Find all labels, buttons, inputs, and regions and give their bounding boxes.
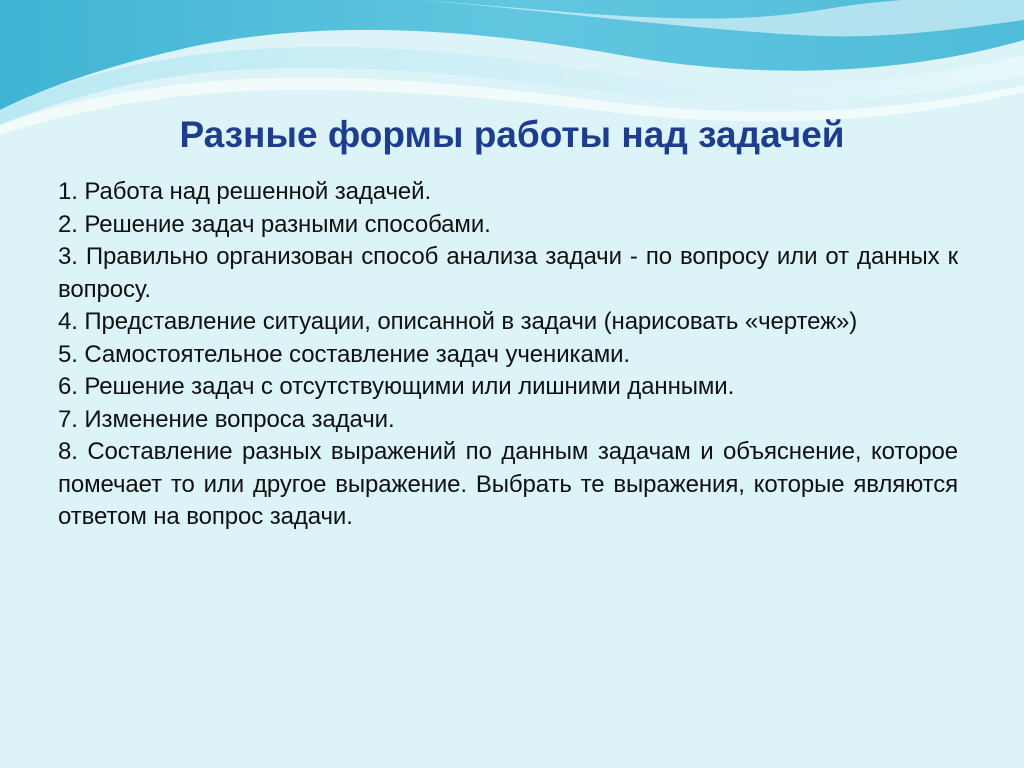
slide-title: Разные формы работы над задачей bbox=[179, 114, 845, 155]
list-item: 8. Составление разных выражений по данным задачам и объяснение, которое помечает то или другое выражение. Выбрать те выражения, которые являются ответом на вопрос задачи. bbox=[58, 438, 958, 530]
list-item: 3. Правильно организован способ анализа задачи - по вопросу или от данных к вопросу. bbox=[58, 243, 958, 303]
list-item: 7. Изменение вопроса задачи. bbox=[58, 405, 395, 433]
list-item: 2. Решение задач разными способами. bbox=[58, 210, 491, 238]
list-item: 4. Представление ситуации, описанной в задачи (нарисовать «чертеж») bbox=[58, 308, 858, 335]
list-item: 5. Самостоятельное составление задач учениками. bbox=[58, 340, 630, 368]
methods-list bbox=[58, 176, 958, 534]
list-item: 6. Решение задач с отсутствующими или лишними данными. bbox=[58, 373, 735, 400]
list-item: 1. Работа над решенной задачей. bbox=[58, 178, 432, 205]
